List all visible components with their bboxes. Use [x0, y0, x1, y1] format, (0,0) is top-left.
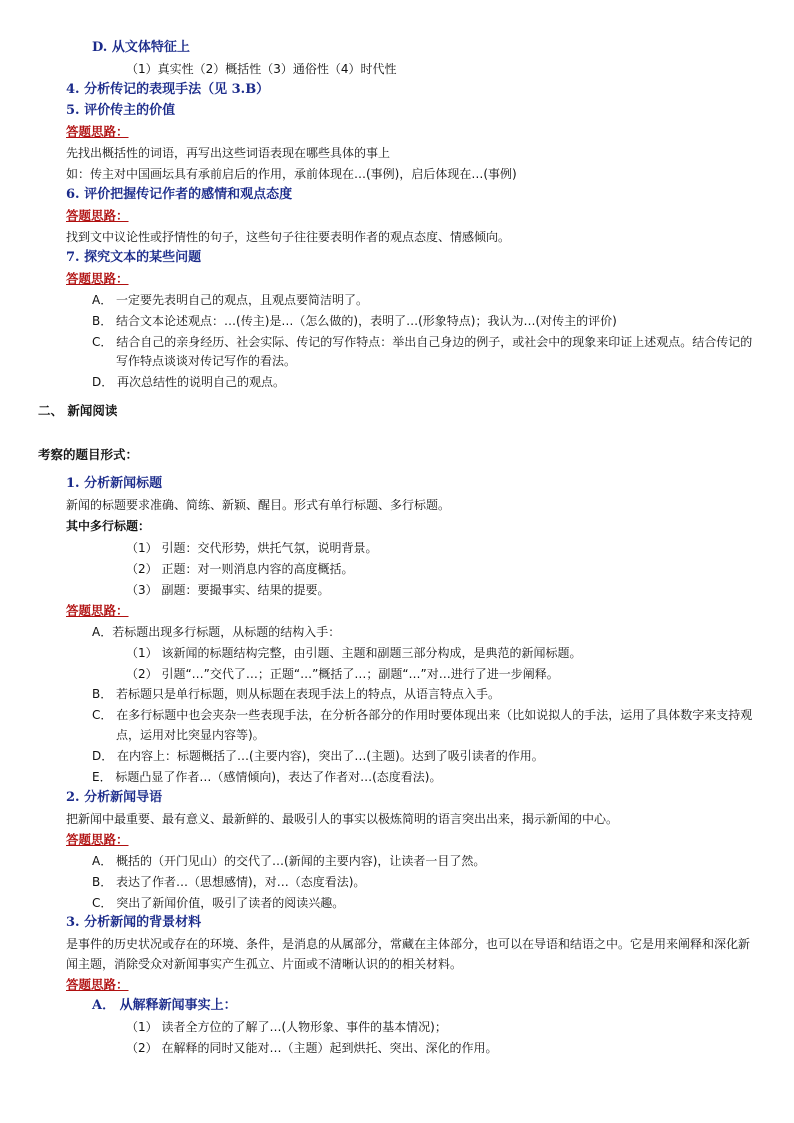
paragraph-continued: 闻主题，消除受众对新闻事实产生孤立、片面或不清晰认识的的相关材料。: [66, 957, 463, 971]
subsection-d-heading: D. 从文体特征上: [92, 40, 190, 55]
answer-approach-label: 答题思路：: [66, 603, 129, 618]
list-item-continued: 点，运用对比突显内容等)。: [116, 728, 265, 742]
list-item: （1） 读者全方位的了解了…(人物形象、事件的基本情况)；: [126, 1020, 447, 1034]
list-item: C． 在多行标题中也会夹杂一些表现手法，在分析各部分的作用时要体现出来（比如说拟人的手法，运用了具体数字来支持观: [92, 708, 753, 722]
heading-3: 3. 分析新闻的背景材料: [66, 915, 202, 930]
answer-approach-label: 答题思路：: [66, 977, 129, 992]
list-item: （2） 正题：对一则消息内容的高度概括。: [126, 562, 354, 576]
paragraph: 是事件的历史状况或存在的环境、条件，是消息的从属部分，常藏在主体部分，也可以在导语和结语之中。它是用来阐释和深化新: [66, 937, 751, 951]
answer-approach-label: 答题思路：: [66, 832, 129, 847]
list-item: A．若标题出现多行标题，从标题的结构入手：: [92, 625, 341, 639]
list-item: C． 突出了新闻价值，吸引了读者的阅读兴趣。: [92, 896, 345, 910]
paragraph: 如：传主对中国画坛具有承前启后的作用，承前体现在…(事例)，启后体现在…(事例): [66, 167, 517, 181]
features-list: （1）真实性（2）概括性（3）通俗性（4）时代性: [126, 62, 397, 76]
list-item: B． 结合文本论述观点：…(传主)是…（怎么做的)，表明了…(形象特点)；我认为…(对传主的评价): [92, 314, 617, 328]
answer-approach-label: 答题思路：: [66, 124, 129, 139]
list-item: （2） 在解释的同时又能对…（主题）起到烘托、突出、深化的作用。: [126, 1041, 498, 1055]
list-item: A． 一定要先表明自己的观点，且观点要简洁明了。: [92, 293, 369, 307]
list-item: （3） 副题：要撮事实、结果的提要。: [126, 583, 330, 597]
heading-5: 5. 评价传主的价值: [66, 103, 176, 118]
heading-6: 6. 评价把握传记作者的感情和观点态度: [66, 187, 293, 202]
heading-7: 7. 探究文本的某些问题: [66, 250, 202, 265]
answer-approach-label: 答题思路：: [66, 208, 129, 223]
heading-1: 1. 分析新闻标题: [66, 476, 163, 491]
list-item: D． 在内容上：标题概括了…(主要内容)，突出了…(主题)。达到了吸引读者的作用。: [92, 749, 544, 763]
paragraph: 先找出概括性的词语，再写出这些词语表现在哪些具体的事上: [66, 146, 391, 160]
list-item: A． 概括的（开门见山）的交代了…(新闻的主要内容)，让读者一目了然。: [92, 854, 486, 868]
exam-format-heading: 考察的题目形式：: [38, 447, 139, 462]
list-item: （2） 引题“…”交代了…；正题“…”概括了…；副题“…”对…进行了进一步阐释。: [126, 667, 559, 681]
paragraph: 找到文中议论性或抒情性的句子，这些句子往往要表明作者的观点态度、情感倾向。: [66, 230, 511, 244]
subsection-a-heading: A． 从解释新闻事实上：: [92, 998, 237, 1013]
heading-4: 4. 分析传记的表现手法（见 3.B）: [66, 82, 270, 97]
list-item: （1） 该新闻的标题结构完整，由引题、主题和副题三部分构成，是典范的新闻标题。: [126, 646, 582, 660]
subheading: 其中多行标题：: [66, 519, 151, 533]
list-item-continued: 写作特点谈谈对传记写作的看法。: [116, 354, 297, 368]
paragraph: 把新闻中最重要、最有意义、最新鲜的、最吸引人的事实以极炼简明的语言突出出来，揭示新闻的中心。: [66, 812, 619, 826]
list-item: E． 标题凸显了作者…（感情倾向)，表达了作者对…(态度看法)。: [92, 770, 442, 784]
paragraph: 新闻的标题要求准确、简练、新颖、醒目。形式有单行标题、多行标题。: [66, 498, 451, 512]
list-item: D． 再次总结性的说明自己的观点。: [92, 375, 286, 389]
heading-2: 2. 分析新闻导语: [66, 790, 163, 805]
list-item: B． 表达了作者…（思想感情)，对…（态度看法)。: [92, 875, 366, 889]
list-item: （1） 引题：交代形势，烘托气氛，说明背景。: [126, 541, 378, 555]
list-item: C． 结合自己的亲身经历、社会实际、传记的写作特点：举出自己身边的例子，或社会中的现象来印证上述观点。结合传记的: [92, 335, 753, 349]
answer-approach-label: 答题思路：: [66, 271, 129, 286]
list-item: B． 若标题只是单行标题，则从标题在表现手法上的特点，从语言特点入手。: [92, 687, 501, 701]
section-heading: 二、 新闻阅读: [38, 403, 118, 418]
